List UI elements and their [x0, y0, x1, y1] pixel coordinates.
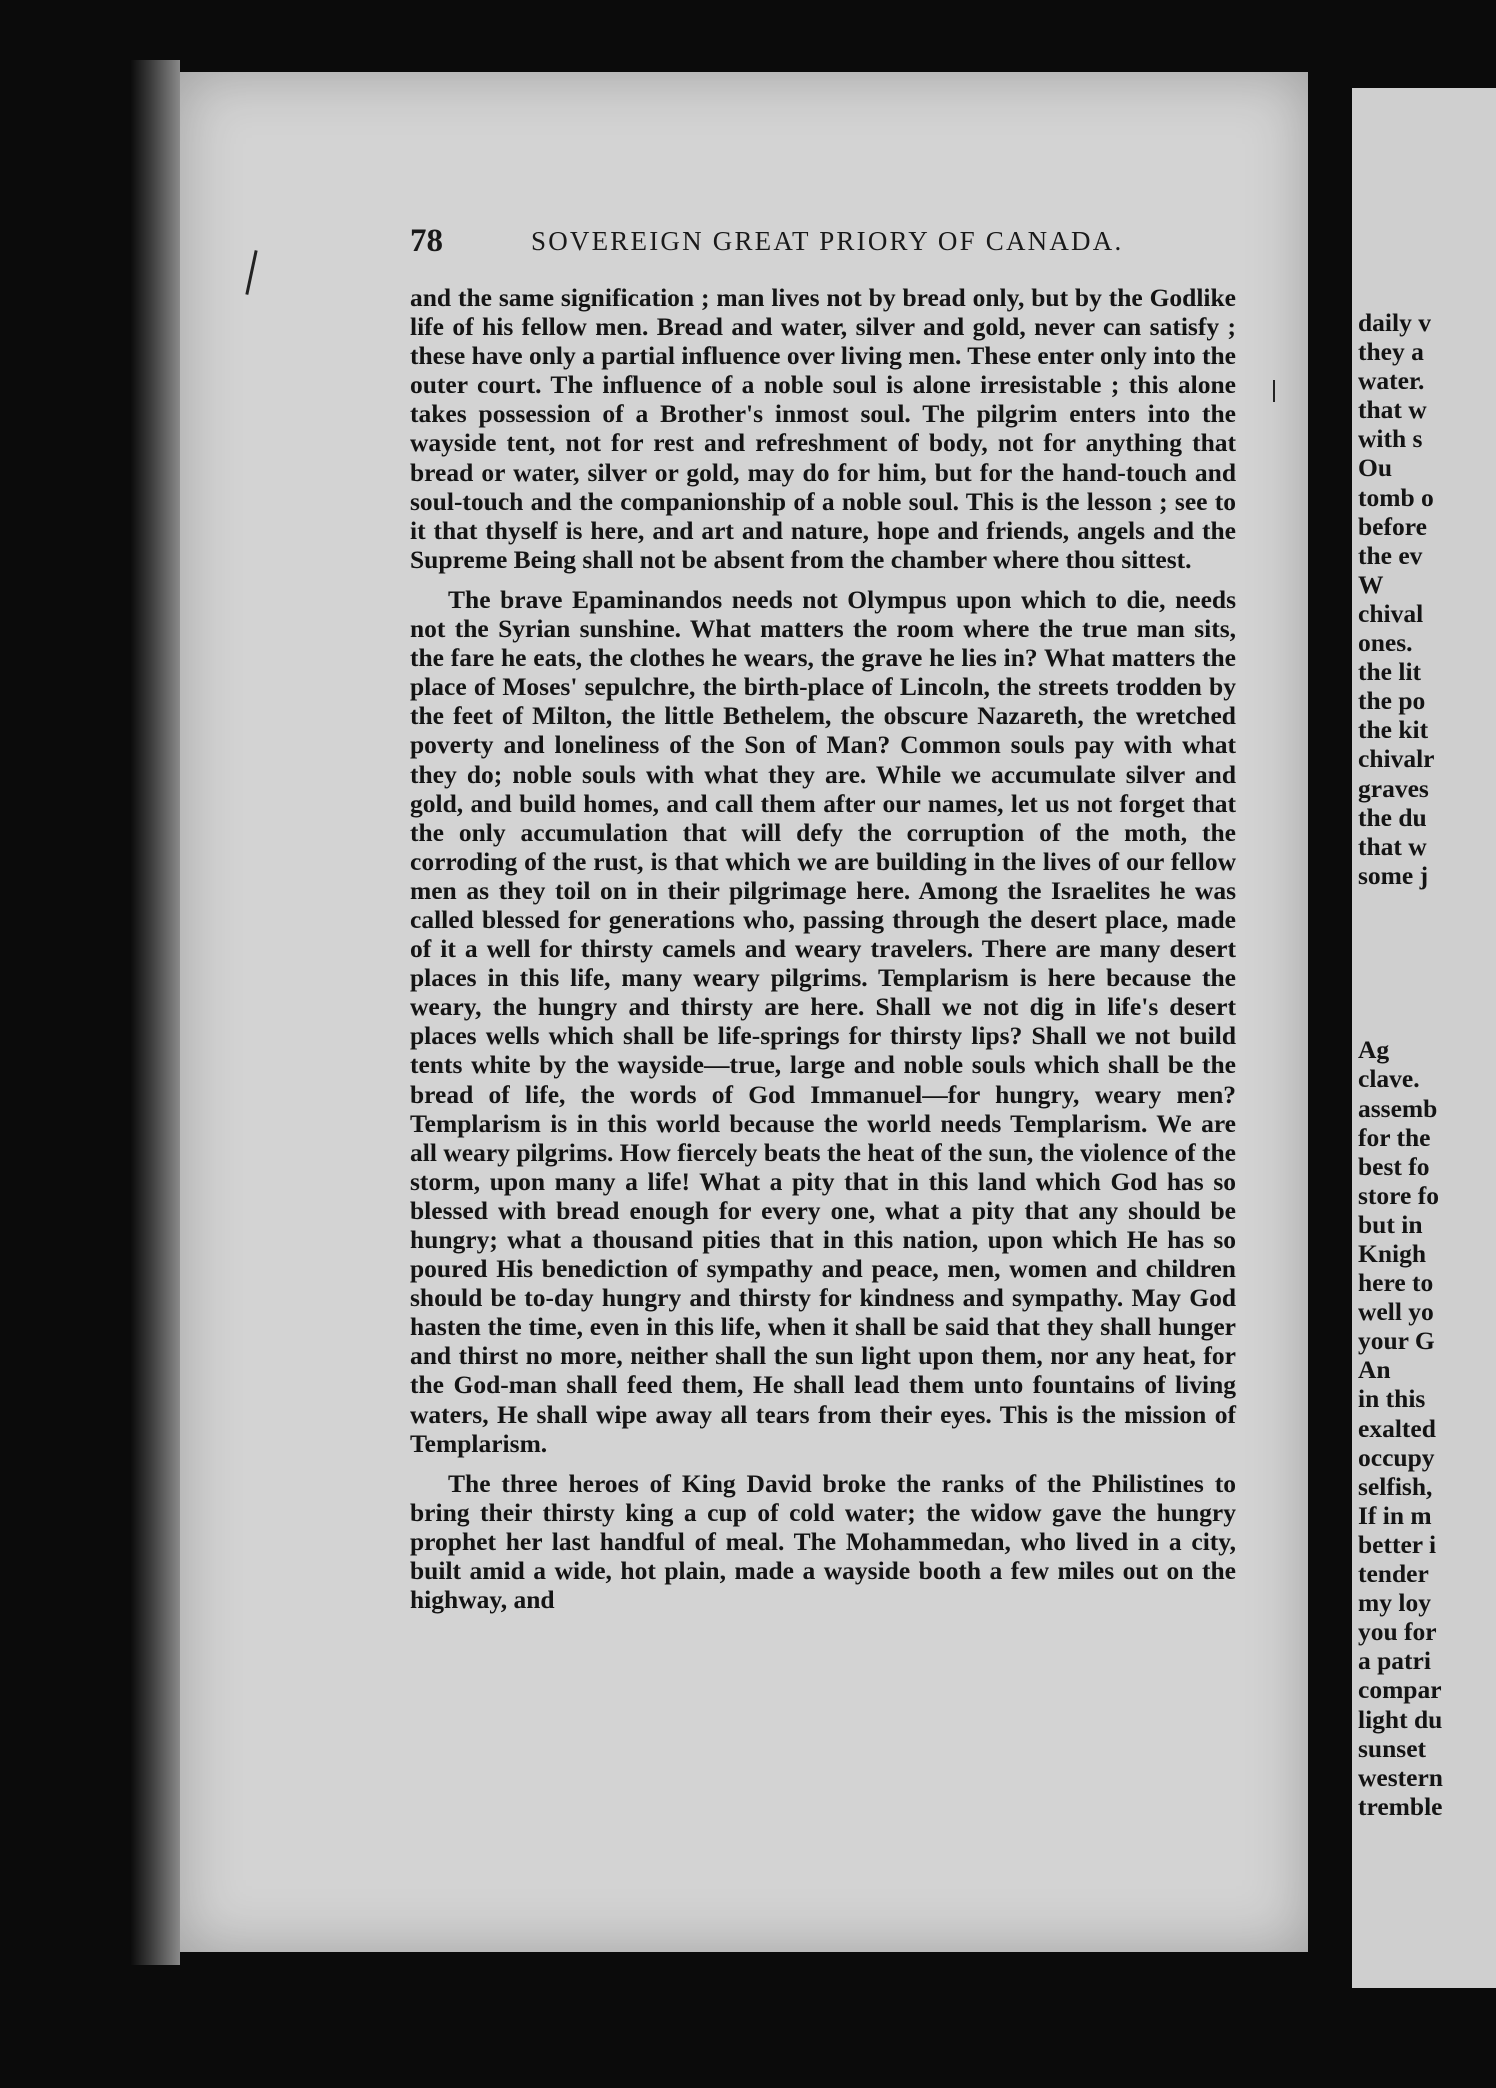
facing-page-line: before [1358, 511, 1427, 541]
facing-page-line: the ev [1358, 540, 1423, 570]
facing-page-line: ones. [1358, 628, 1413, 658]
facing-page-line: sunset [1358, 1733, 1427, 1763]
paragraph-1: and the same signification ; man lives not by bread only, but by the Godlike life of his fellow men. Bread and water, silver and gold, never can satisfy ; these have only a partial influence over living men. These enter only into the outer court. The influence of a noble soul is alone irresistable ; this alone takes possession of a Brother's inmost soul. The pilgrim enters into the wayside tent, not for rest and refreshment of body, not for anything that bread or water, silver or gold, may do for him, but for the hand-touch and soul-touch and the companionship of a noble soul. This is the lesson ; see to it that thyself is here, and art and nature, hope and friends, angels and the Supreme Being shall not be absent from the chamber where thou sittest. [410, 283, 1236, 574]
facing-page-line: tremble [1358, 1791, 1443, 1821]
facing-page-line: occupy [1358, 1442, 1435, 1472]
facing-page-line: for the [1358, 1122, 1431, 1152]
facing-page-line: W [1358, 569, 1384, 599]
facing-page-line: If in m [1358, 1500, 1432, 1530]
facing-page-line: compar [1358, 1675, 1442, 1705]
paragraph-3: The three heroes of King David broke the ranks of the Philistines to bring their thirsty king a cup of cold water; the widow gave the hungry prophet her last handful of meal. The Mohammedan, who lived in a city, built amid a wide, hot plain, made a wayside booth a few miles out on the highway, and [410, 1468, 1236, 1615]
facing-page-line: daily v [1358, 308, 1431, 337]
facing-page-line: the lit [1358, 657, 1422, 687]
facing-page-line [1358, 890, 1496, 919]
facing-page-line: graves [1358, 773, 1429, 803]
facing-page-line: you for [1358, 1617, 1437, 1647]
facing-page-line: tender [1358, 1559, 1429, 1589]
facing-page-line: some j [1358, 860, 1429, 890]
page-edge-shadow [130, 60, 180, 1965]
facing-page-line: here to [1358, 1268, 1434, 1298]
facing-page-line: selfish, [1358, 1471, 1433, 1501]
facing-page-line: store fo [1358, 1180, 1439, 1210]
facing-page-line: better i [1358, 1529, 1437, 1559]
facing-page-line: the kit [1358, 715, 1429, 745]
facing-page-line: in this [1358, 1384, 1426, 1414]
facing-page-line: well yo [1358, 1297, 1434, 1327]
facing-page-line: that w [1358, 395, 1427, 425]
facing-page-line: western [1358, 1762, 1443, 1792]
facing-page-line: Ag [1358, 1035, 1390, 1065]
facing-page-line: water. [1358, 366, 1425, 396]
facing-page-line: that w [1358, 831, 1427, 861]
facing-page-fragment [1352, 88, 1496, 1988]
facing-page-line: my loy [1358, 1588, 1431, 1618]
facing-page-line: clave. [1358, 1064, 1420, 1094]
facing-page-line [1358, 948, 1496, 977]
page-number: 78 [410, 223, 443, 259]
facing-page-line: tomb o [1358, 482, 1434, 512]
facing-page-line: the po [1358, 686, 1426, 716]
facing-page-line [1358, 1006, 1496, 1035]
facing-page-line: a patri [1358, 1646, 1431, 1676]
facing-page-line: light du [1358, 1704, 1443, 1734]
facing-page-line: chival [1358, 598, 1424, 628]
facing-page-line: An [1358, 1355, 1391, 1385]
paragraph-2: The brave Epaminandos needs not Olympus upon which to die, needs not the Syrian sunshine. What matters the room where the true man sits, the fare he eats, the clothes he wears, the grave he lies in? What matters the place of Moses' sepulchre, the birth-place of Lincoln, the streets trodden by the feet of Milton, the little Bethelem, the obscure Nazareth, the wretched poverty and loneliness of the Son of Man? Common souls pay with what they do; noble souls with what they are. While we accumulate silver and gold, and build homes, and call them after our names, let us not forget that the only accumulation that will defy the corruption of the moth, the corroding of the rust, is that which we are building in the lives of our fellow men as they toil on in their pilgrimage here. Among the Israelites he was called blessed for generations who, passing through the desert place, made of it a well for thirsty camels and weary travelers. There are many desert places in this life, many weary pilgrims. Templarism is here because the weary, the hungry and thirsty are here. Shall we not dig in life's desert places wells which shall be life-springs for thirsty lips? Shall we not build tents white by the wayside—true, large and noble souls which shall be the bread of life, the words of God Immanuel—for hungry, weary men? Templarism is in this world because the world needs Templarism. We are all weary pilgrims. How fiercely beats the heat of the sun, the violence of the storm, upon many a life! What a pity that in this land which God has so blessed with bread enough for every one, what a pity that any should be hungry; what a thousand pities that in this nation, upon which He has so poured His benediction of sympathy and peace, men, women and children should be to-day hungry and thirsty for kindness and sympathy. May God hasten the time, even in this life, when it shall be said that they shall hunger and thirst no more, neither shall the sun light upon them, nor any heat, for the God-man shall feed them, He shall lead them unto fountains of living waters, He shall wipe away all tears from their eyes. This is the mission of Templarism. [410, 584, 1236, 1458]
facing-page-line: but in [1358, 1209, 1423, 1239]
facing-page-line: the du [1358, 802, 1427, 832]
facing-page-line: they a [1358, 337, 1424, 367]
facing-page-line: Ou [1358, 453, 1393, 483]
pencil-mark [1273, 380, 1275, 402]
facing-page-line: Knigh [1358, 1239, 1427, 1268]
facing-page-line: chivalr [1358, 744, 1435, 774]
facing-page-line: best fo [1358, 1151, 1430, 1181]
facing-page-line: exalted [1358, 1413, 1436, 1443]
facing-page-line: assemb [1358, 1093, 1438, 1123]
running-head: SOVEREIGN GREAT PRIORY OF CANADA. [531, 226, 1124, 256]
facing-page-line: your G [1358, 1326, 1435, 1356]
facing-page-line [1358, 977, 1496, 1006]
facing-page-lines [1358, 308, 1496, 1821]
body-text [410, 283, 1236, 1614]
facing-page-line [1358, 919, 1496, 948]
page-header [410, 223, 1240, 263]
facing-page-line: with s [1358, 424, 1423, 454]
